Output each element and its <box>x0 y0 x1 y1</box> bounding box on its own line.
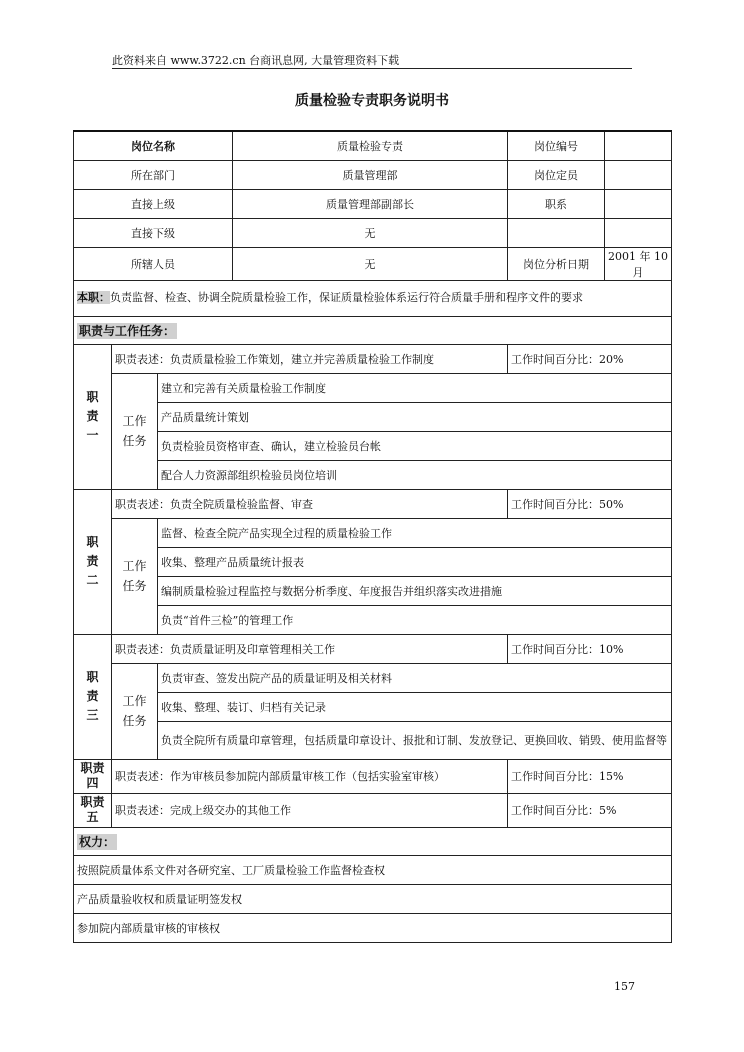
duty-1-task-2: 产品质量统计策划 <box>158 402 672 431</box>
duty-2-task-row <box>74 518 672 547</box>
duty-1-task-row <box>74 431 672 460</box>
duty-2-task-2: 收集、整理产品质量统计报表 <box>158 547 672 576</box>
duty-1-description: 职责表述：负责质量检验工作策划，建立并完善质量检验工作制度 <box>112 344 508 373</box>
duty-5-row <box>74 793 672 827</box>
authority-row <box>74 884 672 913</box>
authority-row <box>74 855 672 884</box>
duty-5-time-pct: 工作时间百分比：5% <box>508 793 672 827</box>
core-duty-label: 本职： <box>77 291 110 304</box>
duty-2-time-pct: 工作时间百分比：50% <box>508 489 672 518</box>
direct-subordinate-value: 无 <box>233 218 508 247</box>
authority-item-1: 按照院质量体系文件对各研究室、工厂质量检验工作监督检查权 <box>74 855 672 884</box>
row-superior <box>74 189 672 218</box>
duty-2-task-row <box>74 605 672 634</box>
duty-2-task-1: 监督、检查全院产品实现全过程的质量检验工作 <box>158 518 672 547</box>
authority-section-header <box>74 827 672 855</box>
duty-2-work-tasks-label: 工作任务 <box>112 518 158 634</box>
duty-3-time-pct: 工作时间百分比：10% <box>508 634 672 663</box>
row-position-name <box>74 131 672 160</box>
duty-4-label: 职责四 <box>74 759 112 793</box>
duty-2-description: 职责表述：负责全院质量检验监督、审查 <box>112 489 508 518</box>
duty-3-task-2: 收集、整理、装订、归档有关记录 <box>158 692 672 721</box>
authority-header-text: 权力： <box>79 834 116 849</box>
position-name-value: 质量检验专责 <box>233 131 508 160</box>
duty-2-task-row <box>74 547 672 576</box>
job-series-value <box>605 189 672 218</box>
job-series-label: 职系 <box>508 189 605 218</box>
duty-1-time-pct: 工作时间百分比：20% <box>508 344 672 373</box>
duty-1-task-4: 配合人力资源部组织检验员岗位培训 <box>158 460 672 489</box>
duty-1-task-row <box>74 460 672 489</box>
direct-superior-label: 直接上级 <box>74 189 233 218</box>
duty-3-description-row <box>74 634 672 663</box>
duty-4-description: 职责表述：作为审核员参加院内部质量审核工作（包括实验室审核） <box>112 759 508 793</box>
position-code-value <box>605 131 672 160</box>
duty-3-label: 职责三 <box>74 634 112 759</box>
duty-3-task-3: 负责全院所有质量印章管理，包括质量印章设计、报批和订制、发放登记、更换回收、销毁、使用监督等 <box>158 721 672 759</box>
duty-1-label: 职责一 <box>74 344 112 489</box>
position-code-label: 岗位编号 <box>508 131 605 160</box>
authority-row <box>74 913 672 942</box>
duty-2-task-4: 负责“首件三检”的管理工作 <box>158 605 672 634</box>
duty-1-task-1: 建立和完善有关质量检验工作制度 <box>158 373 672 402</box>
direct-subordinate-label: 直接下级 <box>74 218 233 247</box>
row-supervised <box>74 247 672 280</box>
duties-header-text: 职责与工作任务： <box>79 323 176 338</box>
duty-1-description-row <box>74 344 672 373</box>
job-description-table <box>73 130 672 943</box>
page-number: 157 <box>614 980 635 993</box>
position-name-label: 岗位名称 <box>74 131 233 160</box>
duty-3-work-tasks-label: 工作任务 <box>112 663 158 759</box>
empty-cell <box>605 218 672 247</box>
duty-4-row <box>74 759 672 793</box>
duty-5-label: 职责五 <box>74 793 112 827</box>
department-label: 所在部门 <box>74 160 233 189</box>
duty-1-work-tasks-label: 工作任务 <box>112 373 158 489</box>
duty-2-task-row <box>74 576 672 605</box>
authority-item-2: 产品质量验收权和质量证明签发权 <box>74 884 672 913</box>
duty-5-description: 职责表述：完成上级交办的其他工作 <box>112 793 508 827</box>
duty-2-task-3: 编制质量检验过程监控与数据分析季度、年度报告并组织落实改进措施 <box>158 576 672 605</box>
document-title: 质量检验专责职务说明书 <box>295 93 449 109</box>
duty-1-task-row <box>74 402 672 431</box>
headcount-label: 岗位定员 <box>508 160 605 189</box>
duty-1-task-3: 负责检验员资格审查、确认，建立检验员台帐 <box>158 431 672 460</box>
core-duty-cell <box>74 280 672 316</box>
duty-4-time-pct: 工作时间百分比：15% <box>508 759 672 793</box>
row-subordinate <box>74 218 672 247</box>
duties-section-header <box>74 316 672 344</box>
duty-2-description-row <box>74 489 672 518</box>
headcount-value <box>605 160 672 189</box>
core-duty-text: 负责监督、检查、协调全院质量检验工作，保证质量检验体系运行符合质量手册和程序文件的要求 <box>110 291 583 304</box>
duty-3-task-row <box>74 663 672 692</box>
authority-item-3: 参加院内部质量审核的审核权 <box>74 913 672 942</box>
duty-2-label: 职责二 <box>74 489 112 634</box>
supervised-label: 所辖人员 <box>74 247 233 280</box>
source-header: 此资料来自 www.3722.cn 台商讯息网, 大量管理资料下载 <box>112 52 632 69</box>
row-authority-header <box>74 827 672 855</box>
row-department <box>74 160 672 189</box>
row-duties-header <box>74 316 672 344</box>
supervised-value: 无 <box>233 247 508 280</box>
department-value: 质量管理部 <box>233 160 508 189</box>
duty-3-description: 职责表述：负责质量证明及印章管理相关工作 <box>112 634 508 663</box>
direct-superior-value: 质量管理部副部长 <box>233 189 508 218</box>
analysis-date-value: 2001 年 10 月 <box>605 247 672 280</box>
empty-cell <box>508 218 605 247</box>
duty-3-task-row <box>74 721 672 759</box>
row-core-duty <box>74 280 672 316</box>
duty-3-task-1: 负责审查、签发出院产品的质量证明及相关材料 <box>158 663 672 692</box>
duty-1-task-row <box>74 373 672 402</box>
analysis-date-label: 岗位分析日期 <box>508 247 605 280</box>
duty-3-task-row <box>74 692 672 721</box>
